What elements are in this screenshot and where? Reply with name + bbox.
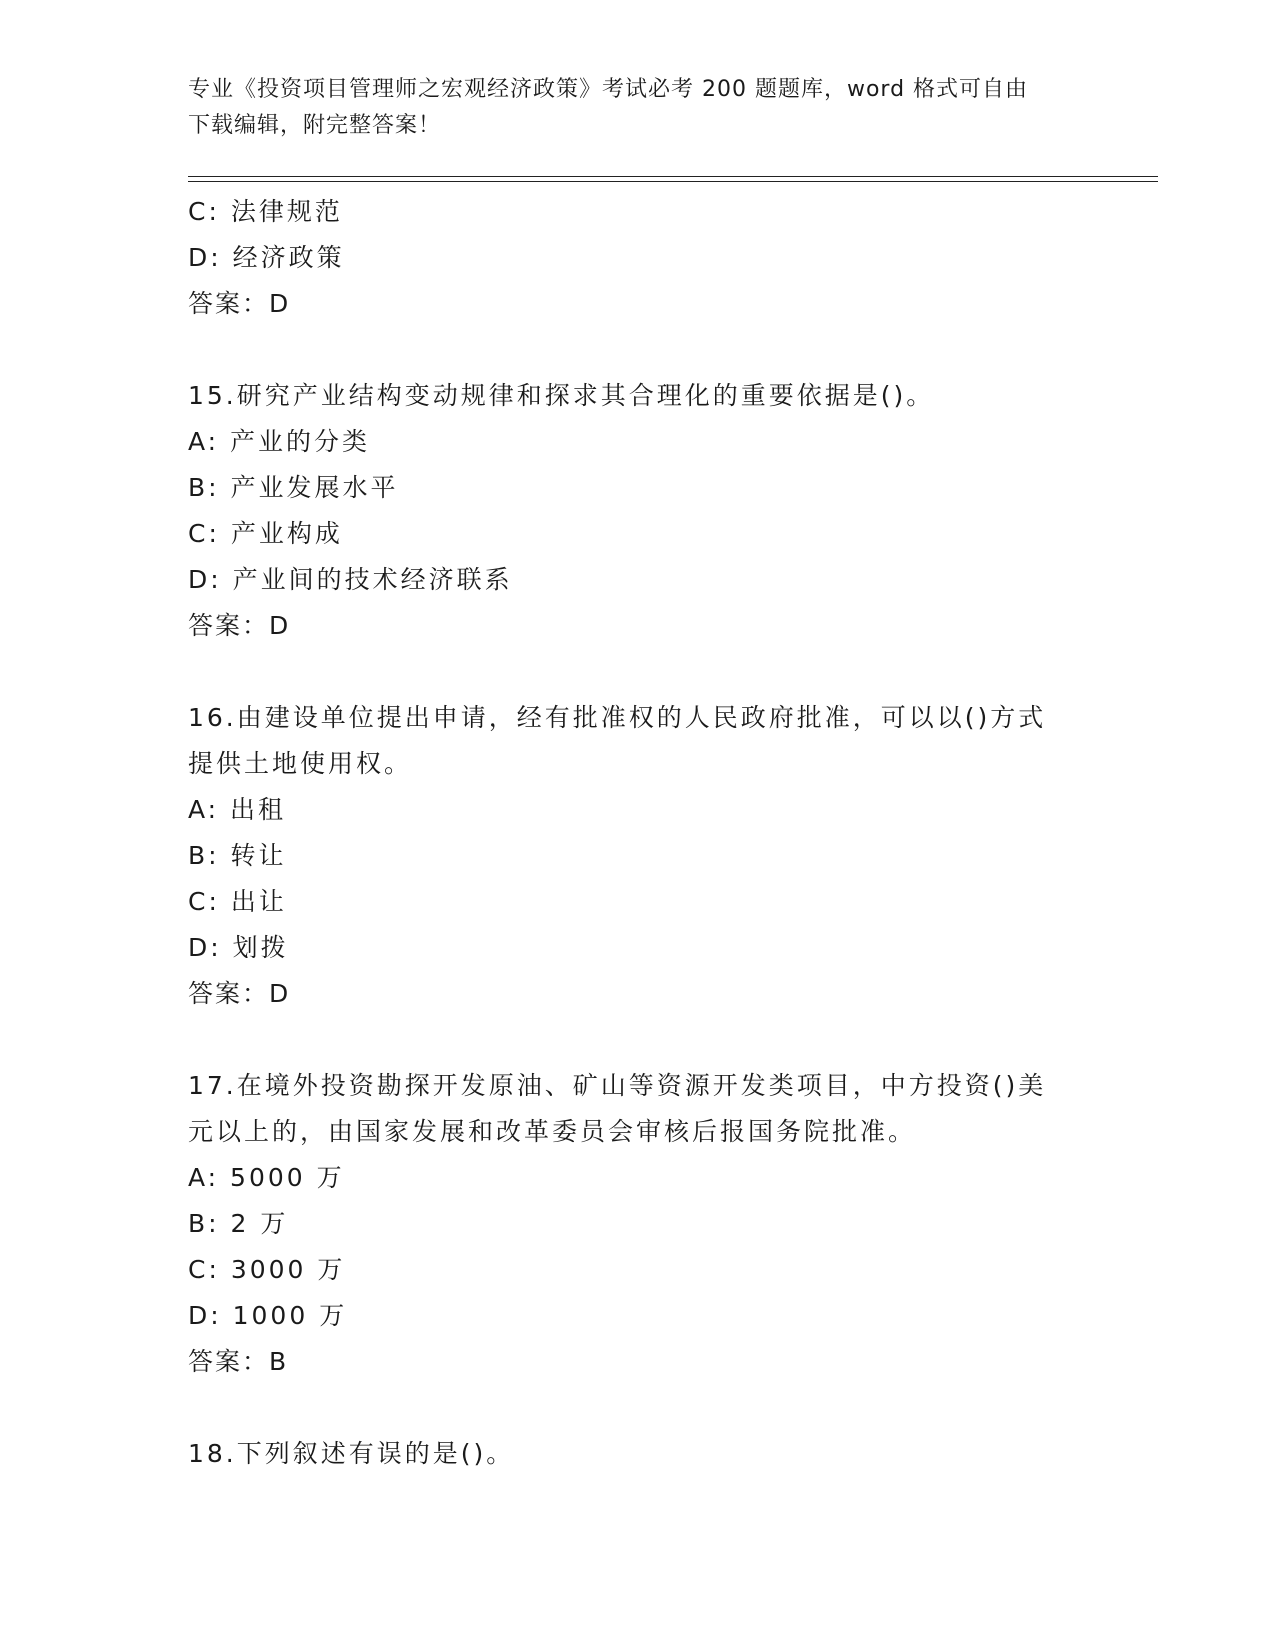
answer: 答案：D	[188, 979, 291, 1008]
option-d: D: 划拨	[188, 933, 289, 962]
question-list	[188, 189, 1088, 1477]
header-divider-top	[188, 176, 1158, 177]
question-stem-line-2: 元以上的，由国家发展和改革委员会审核后报国务院批准。	[188, 1117, 917, 1146]
option-a: A: 出租	[188, 795, 287, 824]
question-stem: 15.研究产业结构变动规律和探求其合理化的重要依据是()。	[188, 381, 935, 410]
spacer	[188, 327, 1088, 373]
question-stem-line-1: 16.由建设单位提出申请，经有批准权的人民政府批准，可以以()方式	[188, 703, 1047, 732]
option-b: B: 产业发展水平	[188, 473, 399, 502]
option-d: D: 经济政策	[188, 243, 345, 272]
spacer	[188, 649, 1088, 695]
option-c: C: 产业构成	[188, 519, 343, 548]
answer: 答案：B	[188, 1347, 289, 1376]
option-b: B: 2 万	[188, 1209, 289, 1238]
spacer	[188, 1385, 1088, 1431]
spacer	[188, 1017, 1088, 1063]
answer: 答案：D	[188, 611, 291, 640]
option-d: D: 产业间的技术经济联系	[188, 565, 513, 594]
question-17	[188, 1063, 1088, 1385]
option-c: C: 出让	[188, 887, 287, 916]
header-line-2: 下载编辑，附完整答案！	[188, 113, 442, 138]
answer: 答案：D	[188, 289, 291, 318]
option-b: B: 转让	[188, 841, 287, 870]
question-18	[188, 1431, 1088, 1477]
question-14-continued	[188, 189, 1088, 327]
option-c: C: 法律规范	[188, 197, 343, 226]
question-stem-line-2: 提供土地使用权。	[188, 749, 413, 778]
option-a: A: 产业的分类	[188, 427, 371, 456]
header-divider-bottom	[188, 181, 1158, 182]
question-15	[188, 373, 1088, 649]
option-d: D: 1000 万	[188, 1301, 348, 1330]
question-16	[188, 695, 1088, 1017]
document-header	[188, 72, 1088, 144]
header-line-1: 专业《投资项目管理师之宏观经济政策》考试必考 200 题题库，word 格式可自由	[188, 77, 1029, 102]
option-c: C: 3000 万	[188, 1255, 346, 1284]
question-stem: 18.下列叙述有误的是()。	[188, 1439, 515, 1468]
question-stem-line-1: 17.在境外投资勘探开发原油、矿山等资源开发类项目，中方投资()美	[188, 1071, 1047, 1100]
option-a: A: 5000 万	[188, 1163, 345, 1192]
